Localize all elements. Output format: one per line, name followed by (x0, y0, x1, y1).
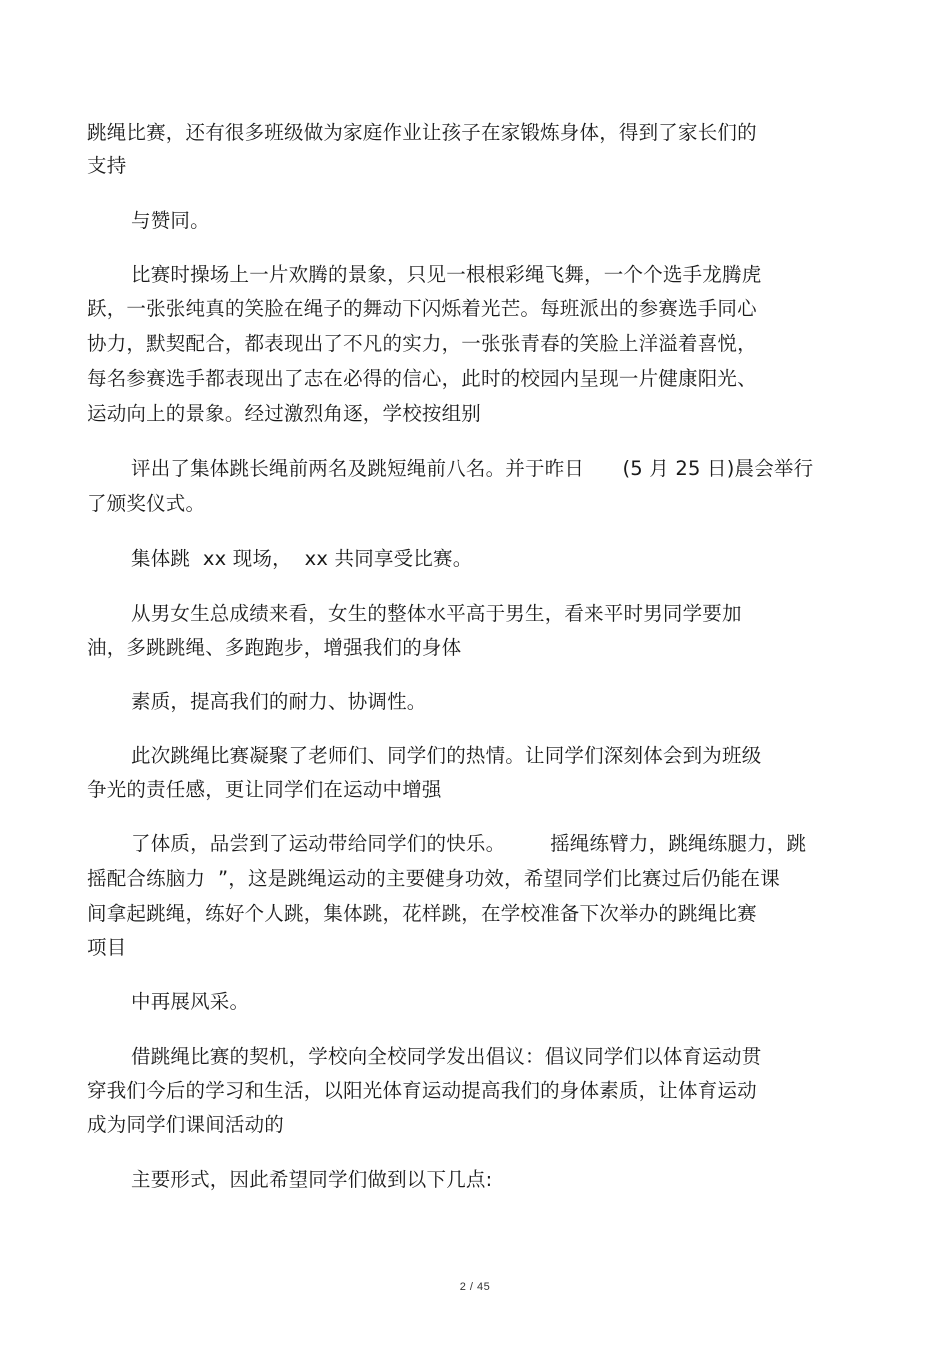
text-line: 协力，默契配合，都表现出了不凡的实力，一张张青春的笑脸上洋溢着喜悦， (87, 332, 757, 355)
text-line: 摇配合练脑力 ”，这是跳绳运动的主要健身功效，希望同学们比赛过后仍能在课 (87, 867, 780, 890)
text-line: 跳绳比赛，还有很多班级做为家庭作业让孩子在家锻炼身体，得到了家长们的 (87, 121, 757, 144)
text-line: 油，多跳跳绳、多跑跑步，增强我们的身体 (87, 636, 462, 659)
text-line: 比赛时操场上一片欢腾的景象，只见一根根彩绳飞舞，一个个选手龙腾虎 (131, 263, 762, 286)
text-line: 此次跳绳比赛凝聚了老师们、同学们的热情。让同学们深刻体会到为班级 (131, 744, 762, 767)
text-line: 中再展风采。 (131, 990, 250, 1013)
text-line: 借跳绳比赛的契机，学校向全校同学发出倡议：倡议同学们以体育运动贯 (131, 1045, 762, 1068)
text-line: 项目 (87, 936, 127, 959)
text-line: 与赞同。 (131, 209, 210, 232)
text-line: 了颁奖仪式。 (87, 492, 206, 515)
text-line: 运动向上的景象。经过激烈角逐，学校按组别 (87, 402, 482, 425)
text-line: 了体质，品尝到了运动带给同学们的快乐。 摇绳练臂力，跳绳练腿力，跳 (131, 832, 807, 855)
text-line: 穿我们今后的学习和生活，以阳光体育运动提高我们的身体素质，让体育运动 (87, 1079, 757, 1102)
text-line: 每名参赛选手都表现出了志在必得的信心，此时的校园内呈现一片健康阳光、 (87, 367, 757, 390)
page-number: 2 / 45 (459, 1281, 491, 1293)
text-line: 成为同学们课间活动的 (87, 1113, 285, 1136)
text-line: 素质，提高我们的耐力、协调性。 (131, 690, 427, 713)
text-line: 争光的责任感，更让同学们在运动中增强 (87, 778, 442, 801)
text-line: 从男女生总成绩来看，女生的整体水平高于男生，看来平时男同学要加 (131, 602, 742, 625)
text-line: 集体跳 xx 现场， xx 共同享受比赛。 (131, 547, 473, 570)
text-line: 间拿起跳绳，练好个人跳，集体跳，花样跳，在学校准备下次举办的跳绳比赛 (87, 902, 757, 925)
text-line: 支持 (87, 154, 127, 177)
text-line: 跃，一张张纯真的笑脸在绳子的舞动下闪烁着光芒。每班派出的参赛选手同心 (87, 297, 757, 320)
text-line: 评出了集体跳长绳前两名及跳短绳前八名。并于昨日 (5 月 25 日)晨会举行 (131, 457, 814, 480)
text-line: 主要形式，因此希望同学们做到以下几点: (131, 1168, 493, 1191)
